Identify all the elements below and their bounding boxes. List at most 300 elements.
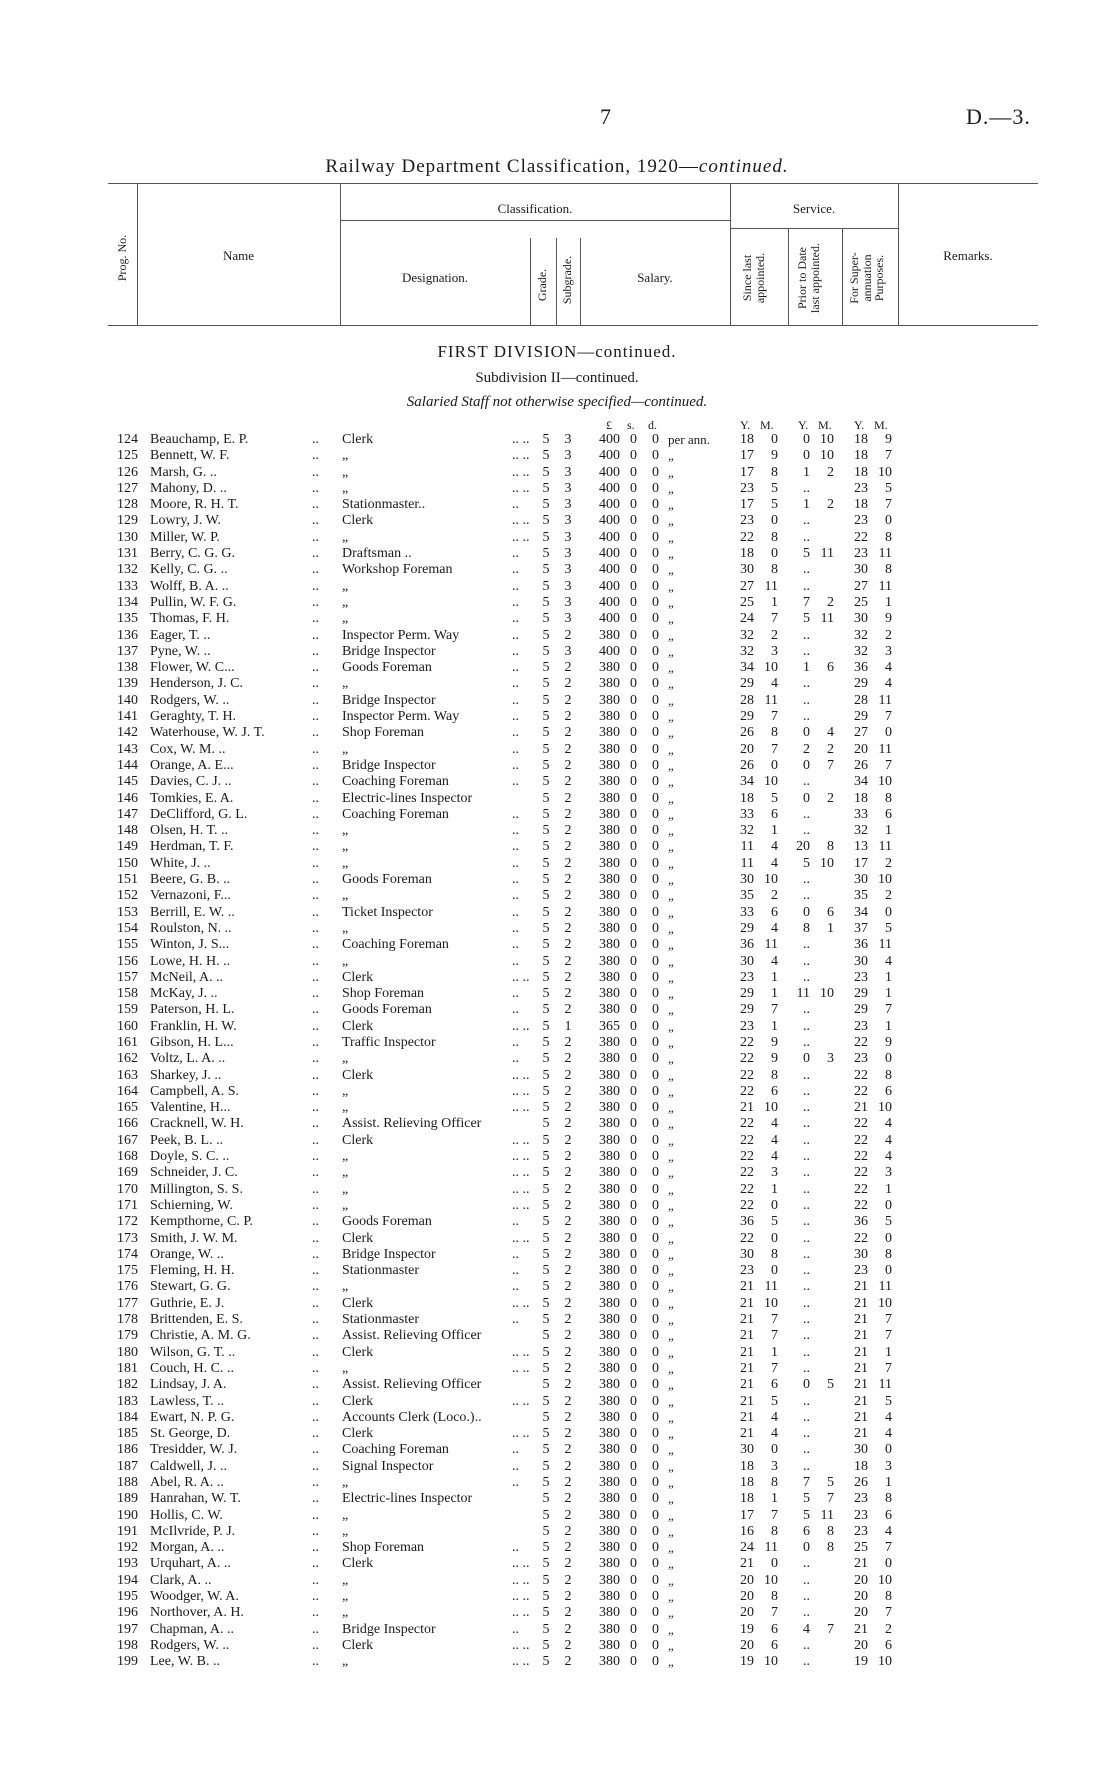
salary-pounds-cell: 380 — [599, 1360, 620, 1376]
since-years-cell: 16 — [740, 1523, 754, 1539]
leader-dots: .. — [312, 513, 319, 529]
salary-pounds-cell: 380 — [599, 937, 620, 953]
name-cell: Waterhouse, W. J. T. — [150, 725, 265, 741]
prior-years-cell: 2 — [803, 741, 810, 757]
salary-pounds-cell: 380 — [599, 953, 620, 969]
name-cell: Franklin, H. W. — [150, 1018, 237, 1034]
since-months-cell: 10 — [764, 1295, 778, 1311]
salary-period-cell: „ — [668, 937, 674, 953]
leader-dots: .. — [312, 1116, 319, 1132]
name-cell: Wolff, B. A. .. — [150, 578, 229, 594]
super-months-cell: 1 — [885, 986, 892, 1002]
leader-dots: .. .. — [512, 1018, 530, 1034]
since-years-cell: 20 — [740, 1572, 754, 1588]
prior-years-cell: .. — [803, 1409, 810, 1425]
prog-no-cell: 147 — [117, 806, 138, 822]
prior-years-cell: 0 — [803, 1377, 810, 1393]
leader-dots: .. — [512, 594, 519, 610]
super-months-cell: 8 — [885, 1589, 892, 1605]
table-row — [0, 1182, 1114, 1198]
prior-years-cell: .. — [803, 1360, 810, 1376]
prog-no-cell: 157 — [117, 969, 138, 985]
since-months-cell: 0 — [771, 1263, 778, 1279]
salary-shillings-cell: 0 — [630, 1556, 637, 1572]
salary-shillings-cell: 0 — [630, 1246, 637, 1262]
since-months-cell: 8 — [771, 725, 778, 741]
table-row — [0, 1524, 1114, 1540]
salary-pounds-cell: 380 — [599, 1165, 620, 1181]
designation-cell: Clerk — [342, 1393, 374, 1409]
table-row — [0, 530, 1114, 546]
leader-dots: .. — [312, 1312, 319, 1328]
leader-dots: .. — [512, 1034, 519, 1050]
salary-pounds-cell: 380 — [599, 1475, 620, 1490]
super-months-cell: 6 — [885, 1637, 892, 1653]
table-row — [0, 611, 1114, 627]
salary-pounds-cell: 380 — [599, 1002, 620, 1018]
salary-period-cell: „ — [668, 594, 674, 610]
leader-dots: .. — [312, 790, 319, 806]
header-since-last: Since last appointed. — [740, 252, 767, 304]
super-years-cell: 18 — [854, 448, 868, 464]
leader-dots: .. — [312, 627, 319, 643]
since-years-cell: 22 — [740, 1149, 754, 1165]
leader-dots: .. — [312, 1556, 319, 1572]
salary-pounds-cell: 380 — [599, 1589, 620, 1605]
super-months-cell: 7 — [885, 757, 892, 773]
super-years-cell: 30 — [854, 611, 868, 627]
table-row — [0, 1100, 1114, 1116]
prior-years-cell: 7 — [803, 594, 810, 610]
prog-no-cell: 189 — [117, 1491, 138, 1507]
salary-pence-cell: 0 — [652, 1475, 659, 1490]
name-cell: Guthrie, E. J. — [150, 1295, 225, 1311]
subgrade-cell: 2 — [564, 888, 572, 904]
designation-cell: Clerk — [342, 1426, 374, 1442]
prog-no-cell: 195 — [117, 1589, 138, 1605]
grade-cell: 5 — [542, 1491, 550, 1507]
salary-pounds-cell: 380 — [599, 774, 620, 790]
super-years-cell: 37 — [854, 920, 868, 936]
designation-cell: Clerk — [342, 1295, 374, 1311]
salary-pounds-cell: 380 — [599, 1263, 620, 1279]
table-row — [0, 1654, 1114, 1670]
leader-dots: .. — [512, 953, 519, 969]
super-months-cell: 0 — [885, 1442, 892, 1458]
prior-years-cell: .. — [803, 627, 810, 643]
super-years-cell: 36 — [854, 937, 868, 953]
salary-period-cell: „ — [668, 1246, 674, 1262]
designation-cell: „ — [342, 676, 349, 692]
since-years-cell: 19 — [740, 1654, 754, 1670]
prog-no-cell: 146 — [117, 790, 138, 806]
leader-dots: .. — [312, 432, 319, 447]
subgrade-cell: 2 — [564, 872, 572, 888]
subgrade-cell: 2 — [564, 1149, 572, 1165]
prog-no-cell: 181 — [117, 1360, 138, 1376]
salary-shillings-cell: 0 — [630, 839, 637, 855]
salary-shillings-cell: 0 — [630, 546, 637, 562]
super-years-cell: 30 — [854, 1246, 868, 1262]
super-years-cell: 30 — [854, 1442, 868, 1458]
since-years-cell: 35 — [740, 888, 754, 904]
salary-shillings-cell: 0 — [630, 1409, 637, 1425]
name-cell: Miller, W. P. — [150, 529, 220, 545]
since-months-cell: 5 — [771, 790, 778, 806]
designation-cell: Coaching Foreman — [342, 937, 449, 953]
subgrade-cell: 2 — [564, 709, 572, 725]
designation-cell: „ — [342, 1589, 349, 1605]
super-months-cell: 7 — [885, 709, 892, 725]
prog-no-cell: 194 — [117, 1572, 138, 1588]
salary-period-cell: „ — [668, 1263, 674, 1279]
since-years-cell: 22 — [740, 1230, 754, 1246]
grade-cell: 5 — [542, 529, 550, 545]
salary-pence-cell: 0 — [652, 904, 659, 920]
leader-dots: .. — [312, 1540, 319, 1556]
salary-pounds-cell: 380 — [599, 1279, 620, 1295]
prior-years-cell: .. — [803, 1067, 810, 1083]
unit-prior-months: M. — [818, 418, 832, 432]
salary-period-cell: „ — [668, 1540, 674, 1556]
salary-pence-cell: 0 — [652, 432, 659, 447]
since-months-cell: 4 — [771, 1132, 778, 1148]
salary-period-cell: „ — [668, 986, 674, 1002]
salary-shillings-cell: 0 — [630, 774, 637, 790]
subgrade-cell: 2 — [564, 1067, 572, 1083]
since-months-cell: 8 — [771, 464, 778, 480]
salary-pounds-cell: 380 — [599, 1230, 620, 1246]
super-months-cell: 7 — [885, 1002, 892, 1018]
salary-pence-cell: 0 — [652, 1018, 659, 1034]
grade-cell: 5 — [542, 1377, 550, 1393]
salary-shillings-cell: 0 — [630, 1621, 637, 1637]
super-years-cell: 29 — [854, 1002, 868, 1018]
table-row — [0, 807, 1114, 823]
name-cell: White, J. .. — [150, 855, 211, 871]
table-row — [0, 1068, 1114, 1084]
prog-no-cell: 175 — [117, 1263, 138, 1279]
subgrade-cell: 3 — [564, 448, 572, 464]
since-years-cell: 29 — [740, 920, 754, 936]
since-months-cell: 8 — [771, 1067, 778, 1083]
designation-cell: Inspector Perm. Way — [342, 627, 460, 643]
since-years-cell: 22 — [740, 1181, 754, 1197]
salary-period-cell: „ — [668, 1132, 674, 1148]
prior-years-cell: .. — [803, 1605, 810, 1621]
salary-shillings-cell: 0 — [630, 432, 637, 447]
subgrade-cell: 2 — [564, 1100, 572, 1116]
prior-years-cell: 5 — [803, 546, 810, 562]
salary-pence-cell: 0 — [652, 660, 659, 676]
super-years-cell: 23 — [854, 1523, 868, 1539]
salary-pence-cell: 0 — [652, 709, 659, 725]
leader-dots: .. — [312, 529, 319, 545]
leader-dots: .. .. — [512, 464, 530, 480]
title-continued: continued. — [698, 156, 789, 177]
designation-cell: „ — [342, 1083, 349, 1099]
super-years-cell: 27 — [854, 578, 868, 594]
salary-pence-cell: 0 — [652, 1002, 659, 1018]
salary-pounds-cell: 380 — [599, 1132, 620, 1148]
super-years-cell: 25 — [854, 594, 868, 610]
name-cell: Woodger, W. A. — [150, 1589, 239, 1605]
super-years-cell: 20 — [854, 1637, 868, 1653]
since-years-cell: 26 — [740, 725, 754, 741]
prior-years-cell: .. — [803, 1018, 810, 1034]
leader-dots: .. — [512, 1051, 519, 1067]
prior-years-cell: 0 — [803, 757, 810, 773]
name-cell: Geraghty, T. H. — [150, 709, 237, 725]
subgrade-cell: 2 — [564, 725, 572, 741]
salary-pounds-cell: 400 — [599, 464, 620, 480]
salary-pounds-cell: 380 — [599, 1393, 620, 1409]
since-months-cell: 8 — [771, 1475, 778, 1490]
since-years-cell: 20 — [740, 1637, 754, 1653]
since-months-cell: 3 — [771, 1458, 778, 1474]
super-years-cell: 21 — [854, 1328, 868, 1344]
name-cell: Herdman, T. F. — [150, 839, 234, 855]
salary-pence-cell: 0 — [652, 725, 659, 741]
since-years-cell: 34 — [740, 660, 754, 676]
super-months-cell: 11 — [878, 937, 892, 953]
table-row — [0, 660, 1114, 676]
table-row — [0, 823, 1114, 839]
super-months-cell: 7 — [885, 448, 892, 464]
name-cell: Campbell, A. S. — [150, 1083, 240, 1099]
salary-pence-cell: 0 — [652, 480, 659, 496]
prior-years-cell: .. — [803, 1034, 810, 1050]
salary-pence-cell: 0 — [652, 1132, 659, 1148]
prog-no-cell: 199 — [117, 1654, 138, 1670]
grade-cell: 5 — [542, 1475, 550, 1490]
since-years-cell: 26 — [740, 757, 754, 773]
leader-dots: .. — [312, 920, 319, 936]
salary-pounds-cell: 380 — [599, 1572, 620, 1588]
prog-no-cell: 156 — [117, 953, 138, 969]
designation-cell: Ticket Inspector — [342, 904, 433, 920]
since-months-cell: 5 — [771, 480, 778, 496]
name-cell: Cracknell, W. H. — [150, 1116, 244, 1132]
since-months-cell: 0 — [771, 513, 778, 529]
leader-dots: .. — [312, 823, 319, 839]
salary-shillings-cell: 0 — [630, 823, 637, 839]
salary-period-cell: „ — [668, 643, 674, 659]
subgrade-cell: 2 — [564, 1605, 572, 1621]
salary-shillings-cell: 0 — [630, 920, 637, 936]
since-months-cell: 7 — [771, 1360, 778, 1376]
prior-years-cell: .. — [803, 1149, 810, 1165]
since-months-cell: 3 — [771, 1165, 778, 1181]
col-rule-7 — [788, 228, 789, 325]
title-main: Railway Department Classification, 1920— — [325, 156, 699, 177]
grade-cell: 5 — [542, 969, 550, 985]
prog-no-cell: 136 — [117, 627, 138, 643]
subgrade-cell: 3 — [564, 497, 572, 513]
super-months-cell: 0 — [885, 904, 892, 920]
prior-years-cell: .. — [803, 1589, 810, 1605]
since-months-cell: 0 — [771, 546, 778, 562]
salary-pence-cell: 0 — [652, 562, 659, 578]
name-cell: Lindsay, J. A. — [150, 1377, 227, 1393]
subgrade-cell: 2 — [564, 757, 572, 773]
table-row — [0, 1002, 1114, 1018]
salary-shillings-cell: 0 — [630, 904, 637, 920]
leader-dots: .. .. — [512, 1572, 530, 1588]
salary-pounds-cell: 380 — [599, 790, 620, 806]
salary-pence-cell: 0 — [652, 986, 659, 1002]
since-years-cell: 18 — [740, 1458, 754, 1474]
salary-pence-cell: 0 — [652, 594, 659, 610]
prog-no-cell: 168 — [117, 1149, 138, 1165]
salary-pence-cell: 0 — [652, 1426, 659, 1442]
name-cell: Bennett, W. F. — [150, 448, 230, 464]
prior-years-cell: .. — [803, 1426, 810, 1442]
leader-dots: .. — [312, 1051, 319, 1067]
staff-category-title: Salaried Staff not otherwise specified—continued. — [406, 394, 708, 410]
grade-cell: 5 — [542, 1149, 550, 1165]
since-months-cell: 4 — [771, 839, 778, 855]
salary-period-cell: „ — [668, 546, 674, 562]
salary-period-cell: „ — [668, 513, 674, 529]
super-months-cell: 8 — [885, 1246, 892, 1262]
prog-no-cell: 128 — [117, 497, 138, 513]
leader-dots: .. — [512, 546, 519, 562]
super-years-cell: 29 — [854, 986, 868, 1002]
since-years-cell: 11 — [740, 839, 754, 855]
since-years-cell: 30 — [740, 872, 754, 888]
super-months-cell: 0 — [885, 1263, 892, 1279]
leader-dots: .. — [312, 725, 319, 741]
name-cell: Chapman, A. .. — [150, 1621, 234, 1637]
salary-shillings-cell: 0 — [630, 1312, 637, 1328]
table-row — [0, 1589, 1114, 1605]
name-cell: Christie, A. M. G. — [150, 1328, 251, 1344]
table-row — [0, 1442, 1114, 1458]
name-cell: Beauchamp, E. P. — [150, 432, 249, 447]
prog-no-cell: 169 — [117, 1165, 138, 1181]
since-months-cell: 7 — [771, 741, 778, 757]
salary-pounds-cell: 380 — [599, 1605, 620, 1621]
super-years-cell: 29 — [854, 676, 868, 692]
super-years-cell: 22 — [854, 529, 868, 545]
leader-dots: .. — [312, 1637, 319, 1653]
grade-cell: 5 — [542, 920, 550, 936]
salary-shillings-cell: 0 — [630, 741, 637, 757]
salary-pence-cell: 0 — [652, 497, 659, 513]
leader-dots: .. — [312, 1475, 319, 1490]
salary-pounds-cell: 380 — [599, 741, 620, 757]
table-row — [0, 676, 1114, 692]
since-months-cell: 1 — [771, 1491, 778, 1507]
leader-dots: .. — [512, 872, 519, 888]
grade-cell: 5 — [542, 806, 550, 822]
subgrade-cell: 3 — [564, 432, 572, 447]
salary-shillings-cell: 0 — [630, 529, 637, 545]
salary-pence-cell: 0 — [652, 1654, 659, 1670]
salary-shillings-cell: 0 — [630, 1165, 637, 1181]
since-years-cell: 22 — [740, 1067, 754, 1083]
prog-no-cell: 198 — [117, 1637, 138, 1653]
super-months-cell: 8 — [885, 562, 892, 578]
since-years-cell: 32 — [740, 643, 754, 659]
super-months-cell: 7 — [885, 1540, 892, 1556]
leader-dots: .. — [312, 1442, 319, 1458]
salary-pounds-cell: 380 — [599, 1637, 620, 1653]
name-cell: Brittenden, E. S. — [150, 1312, 243, 1328]
prior-years-cell: .. — [803, 692, 810, 708]
designation-cell: Clerk — [342, 1018, 374, 1034]
salary-period-cell: „ — [668, 757, 674, 773]
leader-dots: .. — [312, 448, 319, 464]
salary-period-cell: „ — [668, 1654, 674, 1670]
grade-cell: 5 — [542, 953, 550, 969]
salary-shillings-cell: 0 — [630, 1328, 637, 1344]
leader-dots: .. — [312, 1377, 319, 1393]
salary-period-cell: „ — [668, 1034, 674, 1050]
salary-shillings-cell: 0 — [630, 1083, 637, 1099]
designation-cell: Clerk — [342, 969, 374, 985]
subgrade-cell: 2 — [564, 1377, 572, 1393]
since-months-cell: 0 — [771, 1197, 778, 1213]
leader-dots: .. — [312, 888, 319, 904]
super-months-cell: 10 — [878, 464, 892, 480]
table-row — [0, 1051, 1114, 1067]
leader-dots: .. — [312, 986, 319, 1002]
salary-shillings-cell: 0 — [630, 513, 637, 529]
salary-period-cell: „ — [668, 1181, 674, 1197]
leader-dots: .. — [312, 1263, 319, 1279]
leader-dots: .. .. — [512, 1589, 530, 1605]
subgrade-cell: 2 — [564, 1637, 572, 1653]
salary-shillings-cell: 0 — [630, 1426, 637, 1442]
prior-years-cell: 0 — [803, 904, 810, 920]
salary-pence-cell: 0 — [652, 1295, 659, 1311]
table-row — [0, 693, 1114, 709]
table-row — [0, 1410, 1114, 1426]
grade-cell: 5 — [542, 1540, 550, 1556]
super-years-cell: 23 — [854, 480, 868, 496]
leader-dots: .. .. — [512, 1360, 530, 1376]
name-cell: Pyne, W. .. — [150, 643, 211, 659]
super-months-cell: 4 — [885, 1426, 892, 1442]
subgrade-cell: 2 — [564, 920, 572, 936]
prog-no-cell: 140 — [117, 692, 138, 708]
salary-shillings-cell: 0 — [630, 1344, 637, 1360]
super-months-cell: 0 — [885, 513, 892, 529]
salary-period-cell: „ — [668, 1491, 674, 1507]
prog-no-cell: 177 — [117, 1295, 138, 1311]
super-years-cell: 23 — [854, 513, 868, 529]
salary-pence-cell: 0 — [652, 1377, 659, 1393]
salary-period-cell: „ — [668, 464, 674, 480]
super-months-cell: 2 — [885, 627, 892, 643]
unit-pence: d. — [648, 418, 657, 432]
super-years-cell: 22 — [854, 1149, 868, 1165]
prog-no-cell: 143 — [117, 741, 138, 757]
since-months-cell: 11 — [764, 692, 778, 708]
salary-period-cell: „ — [668, 1083, 674, 1099]
since-months-cell: 10 — [764, 1654, 778, 1670]
super-months-cell: 6 — [885, 806, 892, 822]
header-remarks: Remarks. — [943, 248, 993, 263]
col-rule-4 — [556, 238, 557, 325]
grade-cell: 5 — [542, 1556, 550, 1572]
salary-pence-cell: 0 — [652, 1197, 659, 1213]
prog-no-cell: 162 — [117, 1051, 138, 1067]
prior-years-cell: .. — [803, 480, 810, 496]
subgrade-cell: 2 — [564, 1344, 572, 1360]
